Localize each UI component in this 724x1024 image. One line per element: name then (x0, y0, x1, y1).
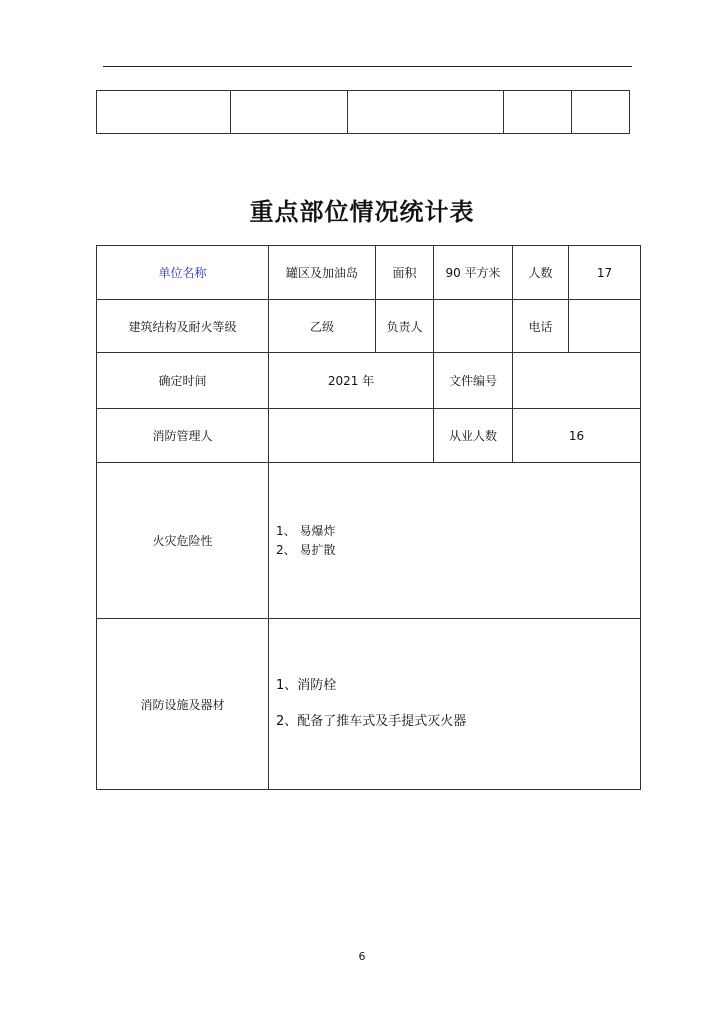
fire-equipment-label: 消防设施及器材 (97, 619, 269, 790)
table-row (97, 619, 641, 790)
empty-cell (97, 91, 231, 134)
people-count-label: 人数 (513, 246, 569, 300)
fire-manager-value (269, 409, 434, 463)
fire-hazard-list (269, 463, 641, 619)
people-count-value: 17 (569, 246, 641, 300)
key-location-table (96, 245, 641, 790)
doc-number-label: 文件编号 (434, 353, 513, 409)
table-row (97, 463, 641, 619)
date-label: 确定时间 (97, 353, 269, 409)
empty-cell (504, 91, 572, 134)
unit-name-value: 罐区及加油岛 (269, 246, 376, 300)
unit-name-label: 单位名称 (97, 246, 269, 300)
doc-number-value (513, 353, 641, 409)
staff-count-value: 16 (513, 409, 641, 463)
list-item: 2、配备了推车式及手提式灭火器 (276, 714, 467, 729)
page-title: 重点部位情况统计表 (249, 198, 475, 226)
phone-label: 电话 (513, 300, 569, 353)
area-value: 90 平方米 (434, 246, 513, 300)
list-spacer (276, 695, 640, 713)
staff-count-label: 从业人数 (434, 409, 513, 463)
fire-manager-label: 消防管理人 (97, 409, 269, 463)
page-number: 6 (358, 950, 366, 963)
structure-label: 建筑结构及耐火等级 (97, 300, 269, 353)
phone-value (569, 300, 641, 353)
empty-cell (572, 91, 630, 134)
structure-value: 乙级 (269, 300, 376, 353)
date-value: 2021 年 (269, 353, 434, 409)
table-row (97, 353, 641, 409)
empty-cell (231, 91, 348, 134)
fire-equipment-list (269, 619, 641, 790)
responsible-person-value (434, 300, 513, 353)
table-row (97, 300, 641, 353)
area-label: 面积 (376, 246, 434, 300)
table-row (97, 91, 630, 134)
responsible-person-label: 负责人 (376, 300, 434, 353)
table-row (97, 246, 641, 300)
list-item: 1、消防栓 (276, 678, 337, 693)
table-row (97, 409, 641, 463)
fire-hazard-label: 火灾危险性 (97, 463, 269, 619)
list-item: 1、 易爆炸 (276, 523, 336, 538)
empty-cell (348, 91, 504, 134)
list-item: 2、 易扩散 (276, 542, 336, 557)
continuation-table (96, 90, 630, 134)
header-rule (103, 66, 632, 67)
